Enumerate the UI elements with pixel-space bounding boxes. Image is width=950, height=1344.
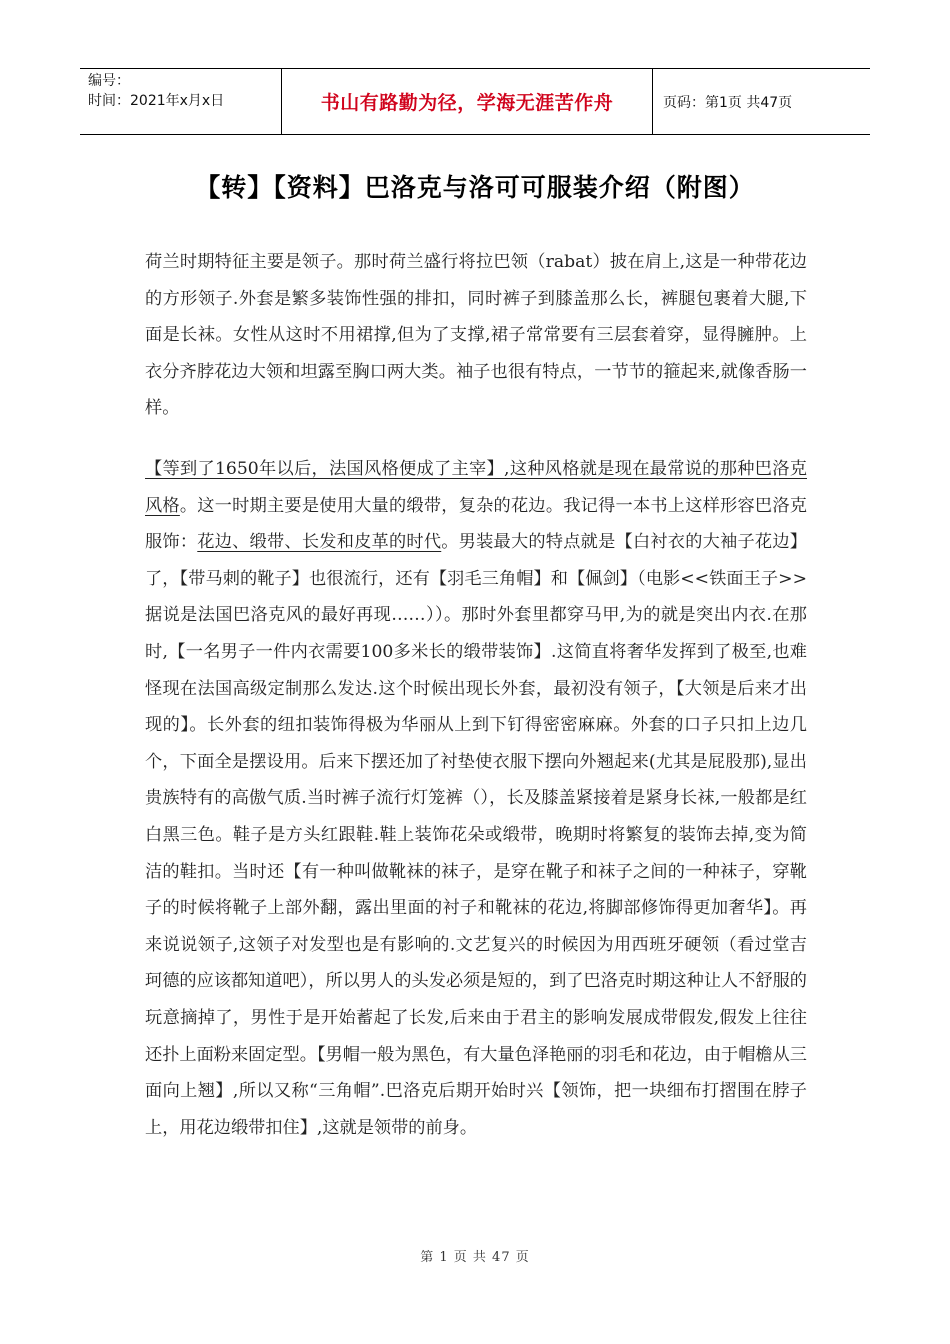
underlined-phrase-french-style: 【等到了1650年以后，法国风格便成了主宰】,这种风格就是现在最常说的那种巴洛克风格 — [145, 459, 807, 516]
paragraph-segment: 。男装最大的特点就是【白衬衣的大袖子花边】了，【带马刺的靴子】也很流行，还有【羽毛三角帽】和【佩剑】（电影<<铁面王子>>据说是法国巴洛克风的最好再现……））。那时外套里都穿马甲,为的就是突出内衣.在那时,【一名男子一件内衣需要100多米长的缎带装饰】.这简直将奢华发挥到了极至,也难怪现在法国高级定制那么发达.这个时候出现长外套，最初没有领子，【大领是后来才出现的】。长外套的纽扣装饰得极为华丽从上到下钉得密密麻麻。外套的口子只扣上边几个，下面全是摆设用。后来下摆还加了衬垫使衣服下摆向外翘起来(尤其是屁股那),显出贵族特有的高傲气质.当时裤子流行灯笼裤（），长及膝盖紧接着是紧身长袜,一般都是红白黑三色。鞋子是方头红跟鞋.鞋上装饰花朵或缎带，晚期时将繁复的装饰去掉,变为简洁的鞋扣。当时还【有一种叫做靴袜的袜子，是穿在靴子和袜子之间的一种袜子，穿靴子的时候将靴子上部外翻，露出里面的衬子和靴袜的花边,将脚部修饰得更加奢华】。再来说说领子,这领子对发型也是有影响的.文艺复兴的时候因为用西班牙硬领（看过堂吉珂德的应该都知道吧），所以男人的头发必须是短的，到了巴洛克时期这种让人不舒服的玩意摘掉了，男性于是开始蓄起了长发,后来由于君主的影响发展成带假发,假发上往往还扑上面粉来固定型。【男帽一般为黑色，有大量色泽艳丽的羽毛和花边，由于帽檐从三面向上翘】,所以又称“三角帽”.巴洛克后期开始时兴【领饰，把一块细布打摺围在脖子上，用花边缎带扣住】,这就是领带的前身。 — [145, 532, 807, 1138]
paragraph-dutch-period: 荷兰时期特征主要是领子。那时荷兰盛行将拉巴领（rabat）披在肩上,这是一种带花边的方形领子.外套是繁多装饰性强的排扣，同时裤子到膝盖那么长，裤腿包裹着大腿,下面是长袜。女性从这时不用裙撑,但为了支撑,裙子常常要有三层套着穿，显得臃肿。上衣分齐脖花边大领和坦露至胸口两大类。袖子也很有特点，一节节的箍起来,就像香肠一样。 — [145, 252, 807, 419]
header-motto: 书山有路勤为径，学海无涯苦作舟 — [281, 69, 653, 134]
document-title: 【转】【资料】巴洛克与洛可可服装介绍（附图） — [195, 173, 755, 202]
underlined-phrase-era: 花边、缎带、长发和皮革的时代 — [197, 532, 442, 553]
paragraph-french-baroque — [145, 451, 807, 1146]
header-page-info: 页码：第1页 共47页 — [663, 94, 793, 111]
page-footer: 第 1 页 共 47 页 — [420, 1250, 530, 1265]
paragraph-segment: 。这一时期主要是使用大量的缎带，复杂的花边。我记得一本书上这样形容巴洛克服饰： — [145, 495, 807, 553]
doc-date: 时间：2021年x月x日 — [88, 93, 225, 109]
doc-number-label: 编号： — [88, 73, 130, 89]
header-table — [80, 68, 870, 135]
header-meta-cell — [80, 69, 281, 134]
